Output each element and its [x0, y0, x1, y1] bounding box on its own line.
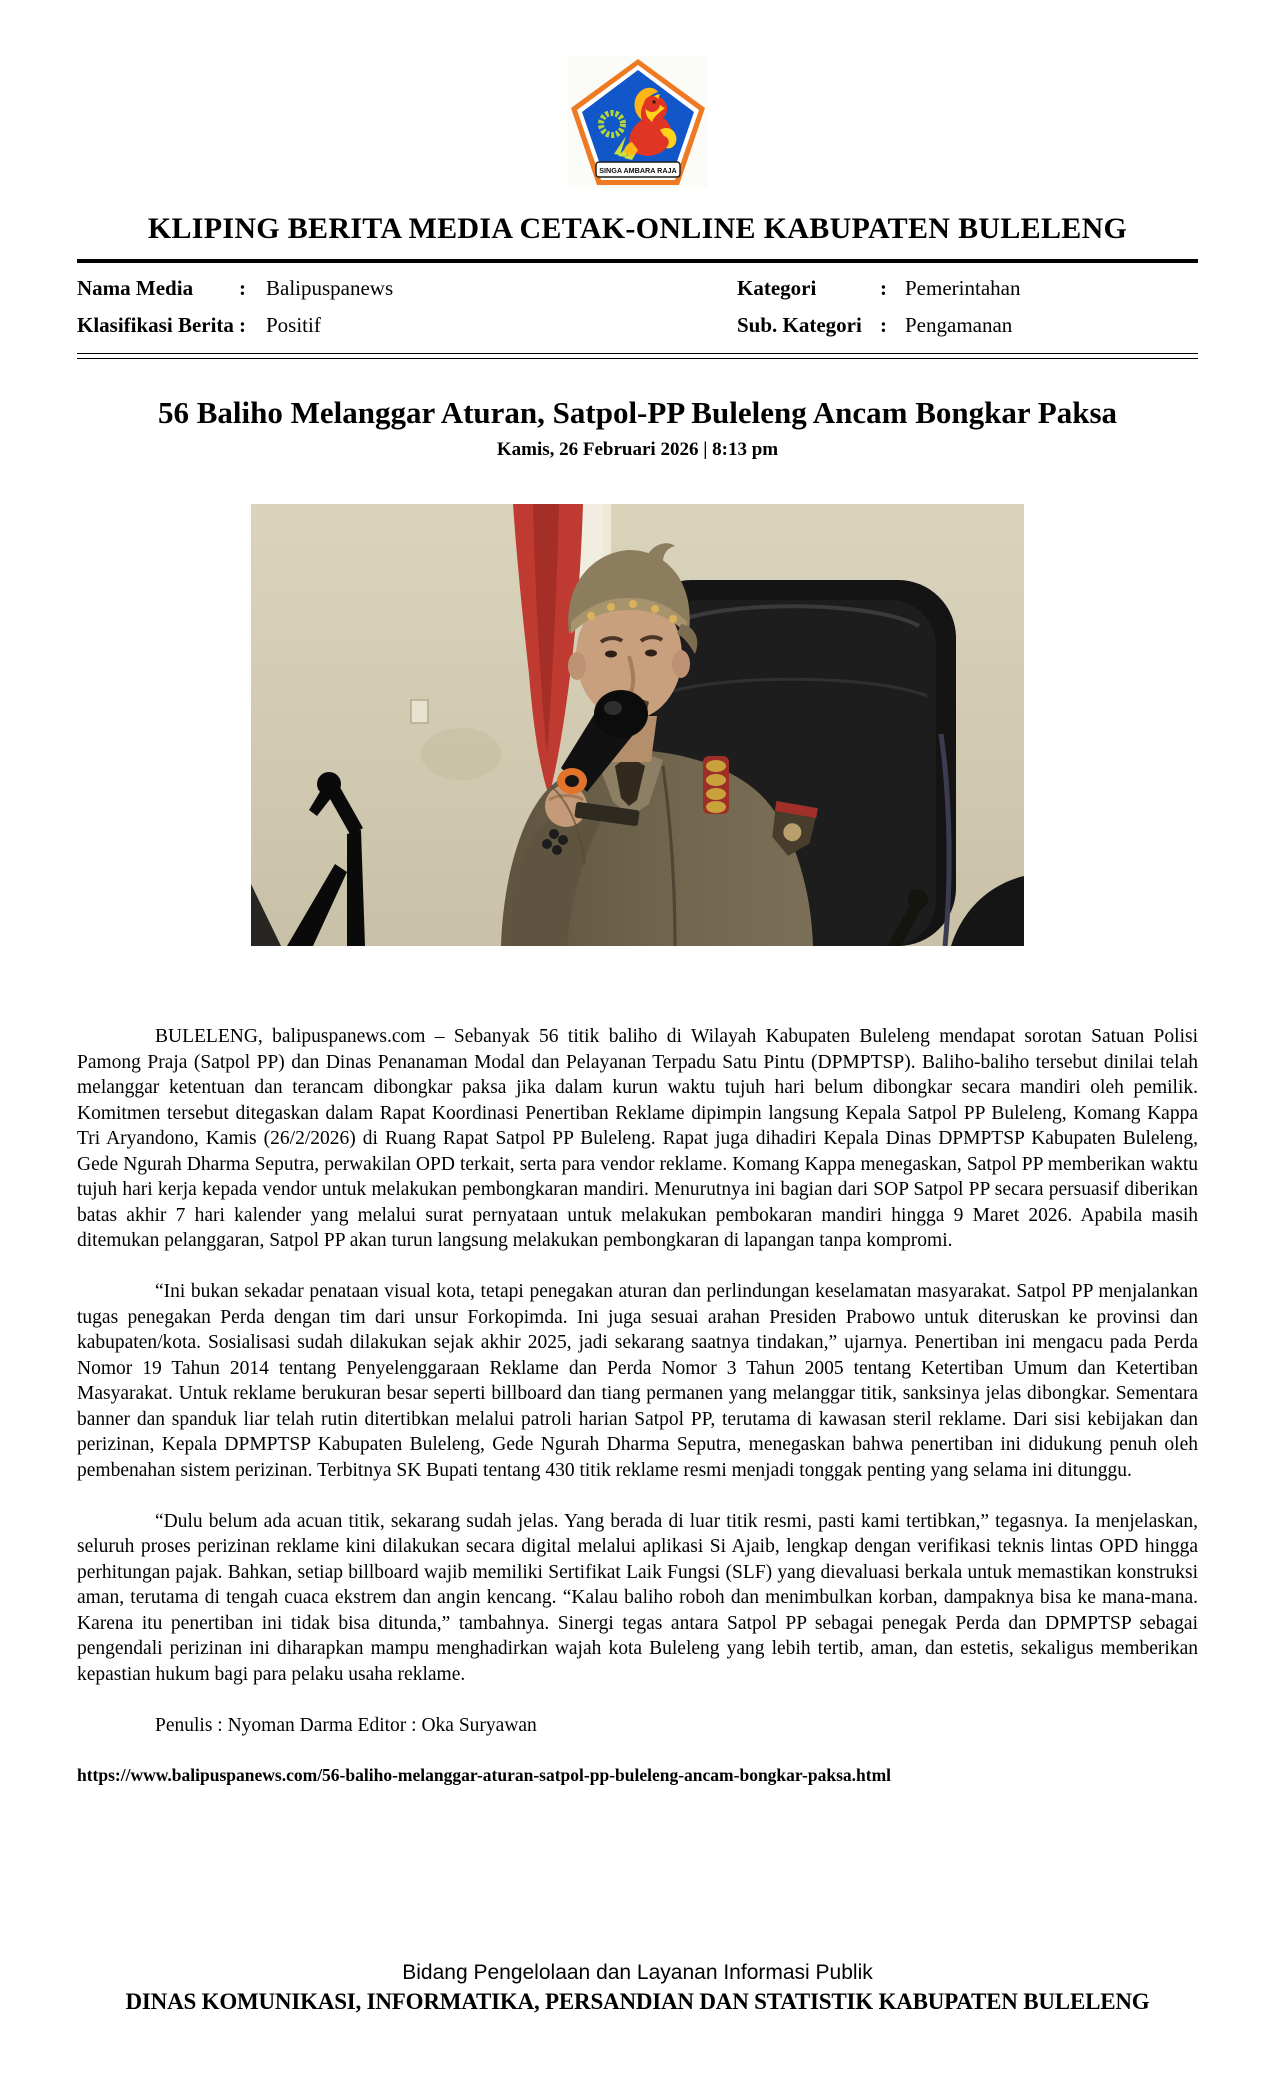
footer-agency: DINAS KOMUNIKASI, INFORMATIKA, PERSANDIAN DAN STATISTIK KABUPATEN BULELENG [125, 1989, 1150, 2014]
svg-text:SINGA AMBARA RAJA: SINGA AMBARA RAJA [598, 166, 677, 175]
article-title: 56 Baliho Melanggar Aturan, Satpol-PP Buleleng Ancam Bongkar Paksa [157, 395, 1118, 430]
page-footer [0, 1960, 1275, 2016]
kategori-value: Pemerintahan [905, 276, 1021, 300]
sub-kategori-value: Pengamanan [905, 313, 1013, 337]
article-photo [251, 504, 1024, 946]
colon: : [880, 313, 887, 337]
document-title: KLIPING BERITA MEDIA CETAK-ONLINE KABUPATEN BULELENG [147, 212, 1128, 245]
sub-kategori-label: Sub. Kategori [737, 313, 862, 337]
article-datetime: Kamis, 26 Februari 2026 | 8:13 pm [496, 439, 779, 460]
nama-media-value: Balipuspanews [266, 276, 394, 300]
colon: : [880, 276, 887, 300]
metadata-table [77, 263, 1198, 353]
paragraph-3: “Dulu belum ada acuan titik, sekarang sudah jelas. Yang berada di luar titik resmi, pasti kami tertibkan,” tegasnya. Ia menjelaskan, seluruh proses perizinan reklame kini dilakukan secara digital melalui aplikasi Si Ajaib, lengkap dengan verifikasi teknis lintas OPD hingga perhitungan pajak. Bahkan, setiap billboard wajib memiliki Sertifikat Laik Fungsi (SLF) yang dievaluasi berkala untuk memastikan konstruksi aman, terutama di tengah cuaca ekstrem dan angin kencang. “Kalau baliho roboh dan menimbulkan korban, dampaknya bisa ke mana-mana. Karena itu penertiban ini tidak bisa ditunda,” tambahnya. Sinergi tegas antara Satpol PP sebagai penegak Perda dan DPMPTSP sebagai pengendali perizinan ini diharapkan mampu menghadirkan wajah kota Buleleng yang lebih tertib, aman, dan estetis, sekaligus memberikan kepastian hukum bagi para pelaku usaha reklame. [77, 1510, 1198, 1685]
nama-media-label: Nama Media [77, 276, 194, 300]
colon: : [239, 276, 246, 300]
buleleng-coat-of-arms-icon [568, 56, 708, 188]
rank-insignia [703, 756, 729, 814]
paragraph-2: “Ini bukan sekadar penataan visual kota, tetapi penegakan aturan dan perlindungan keselamatan masyarakat. Satpol PP menjalankan tugas penegakan Perda dengan tim dari unsur Forkopimda. Ini juga sesuai arahan Presiden Prabowo untuk diteruskan ke provinsi dan kabupaten/kota. Sosialisasi sudah dilakukan sejak akhir 2025, jadi sekarang saatnya tindakan,” ujarnya. Penertiban ini mengacu pada Perda Nomor 19 Tahun 2014 tentang Penyelenggaraan Reklame dan Perda Nomor 3 Tahun 2005 tentang Ketertiban Umum dan Ketertiban Masyarakat. Untuk reklame berukuran besar seperti billboard dan tiang permanen yang melanggar titik, sanksinya jelas dibongkar. Sementara banner dan spanduk liar telah rutin ditertibkan melalui patroli harian Satpol PP, terutama di kawasan steril reklame. Dari sisi kebijakan dan perizinan, Kepala DPMPTSP Kabupaten Buleleng, Gede Ngurah Dharma Seputra, menegaskan bahwa penertiban ini didukung penuh oleh pembenahan sistem perizinan. Terbitnya SK Bupati tentang 430 titik reklame resmi menjadi tonggak penting yang selama ini ditunggu. [77, 1281, 1198, 1481]
colon: : [239, 313, 246, 337]
klasifikasi-value: Positif [266, 313, 321, 337]
klasifikasi-label: Klasifikasi Berita [77, 313, 234, 337]
light-switch [411, 700, 428, 723]
byline: Penulis : Nyoman Darma Editor : Oka Suryawan [155, 1714, 537, 1736]
footer-division: Bidang Pengelolaan dan Layanan Informasi Publik [402, 1961, 873, 1984]
logo-banner [596, 162, 680, 177]
metadata-row-2 [77, 307, 1198, 344]
article-source-url[interactable]: https://www.balipuspanews.com/56-baliho-melanggar-aturan-satpol-pp-buleleng-ancam-bongkar-paksa.html [77, 1765, 892, 1785]
kategori-label: Kategori [737, 276, 817, 300]
metadata-rule [77, 353, 1198, 359]
metadata-row-1 [77, 270, 1198, 307]
article-body [77, 1024, 1198, 1738]
buleleng-logo [568, 56, 708, 188]
paragraph-1: BULELENG, balipuspanews.com – Sebanyak 56 titik baliho di Wilayah Kabupaten Buleleng mendapat sorotan Satuan Polisi Pamong Praja (Satpol PP) dan Dinas Penanaman Modal dan Pelayanan Terpadu Satu Pintu (DPMPTSP). Baliho-baliho tersebut dinilai telah melanggar ketentuan dan terancam dibongkar paksa jika dalam kurun waktu tujuh hari belum dibongkar secara mandiri oleh pemilik. Komitmen tersebut ditegaskan dalam Rapat Koordinasi Penertiban Reklame dipimpin langsung Kepala Satpol PP Buleleng, Komang Kappa Tri Aryandono, Kamis (26/2/2026) di Ruang Rapat Satpol PP Buleleng. Rapat juga dihadiri Kepala Dinas DPMPTSP Kabupaten Buleleng, Gede Ngurah Dharma Seputra, perwakilan OPD terkait, serta para vendor reklame. Komang Kappa menegaskan, Satpol PP memberikan waktu tujuh hari kerja kepada vendor untuk melakukan pembongkaran mandiri. Menurutnya ini bagian dari SOP Satpol PP secara persuasif diberikan batas akhir 7 hari kalender yang melalui surat pernyataan untuk melakukan pembokaran mandiri hingga 9 Maret 2026. Apabila masih ditemukan pelanggaran, Satpol PP akan turun langsung melakukan pembongkaran di lapangan tanpa kompromi. [77, 1026, 1198, 1251]
